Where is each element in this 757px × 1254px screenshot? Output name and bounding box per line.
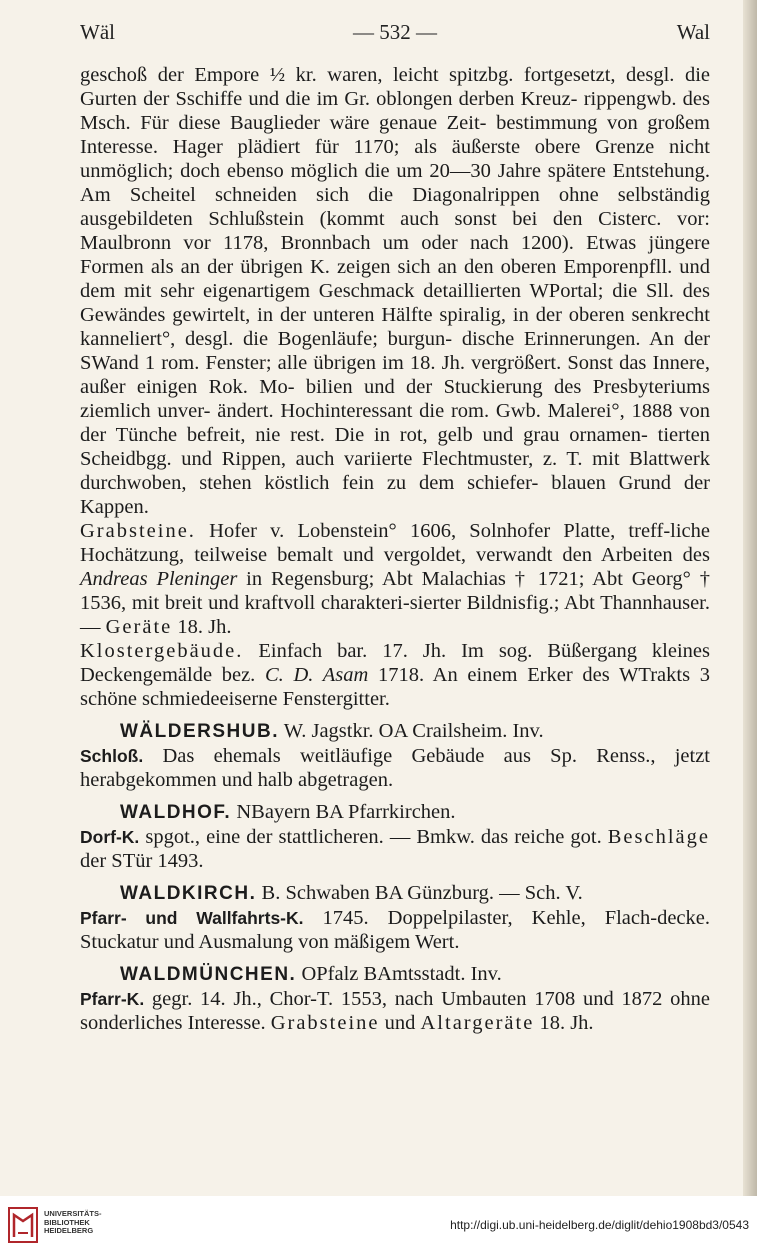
entry-heading [80,881,710,906]
page-edge [743,0,757,1196]
text-line: tierten Scheidbgg. und Rippen, auch variierte Flechtmuster, z. T. [80,424,710,470]
text-line: der übrigen K. zeigen sich an den oberen Emporenpfll. und dem [80,256,710,302]
library-logo-icon [8,1207,38,1243]
entry-body [80,987,710,1035]
section-label: Grabsteine. [80,520,196,542]
text-line: bestimmung von großem Interesse. Hager plädiert für 1170; als [80,112,710,158]
text-line: oberen senkrecht kanneliert°, desgl. die Bogenläufe; burgun- [80,304,710,350]
viewer-footer [0,1196,757,1254]
entry-text: der STür 1493. [80,850,204,872]
header-right-keyword: Wal [676,20,710,44]
running-header [80,20,710,50]
paragraph-grabsteine [80,519,710,639]
library-logo-text [44,1210,102,1236]
text-line: (kommt auch sonst bei den Cisterc. vor: Maulbronn vor 1178, [80,208,710,254]
artist-name: Andreas Pleninger [80,568,238,590]
text-line: die Gurten der Sschiffe und die im Gr. oblongen derben Kreuz- [80,64,710,110]
logo-line: BIBLIOTHEK [44,1217,90,1227]
header-left-keyword: Wäl [80,20,115,44]
text-line: Bronnbach um oder nach 1200). Etwas jüngere Formen als an [80,232,710,278]
entry-text: spgot., eine der stattlicheren. — Bmkw. das reiche got. [139,826,608,848]
text-line: mit Blattwerk durchwoben, stehen köstlich fein zu dem schiefer- [80,448,710,494]
text-line: dische Erinnerungen. An der SWand 1 rom. Fenster; alle übrigen [80,328,710,374]
text-line: im 18. Jh. vergrößert. Sonst das Innere, außer einigen Rok. Mo- [80,352,711,398]
text-line: des Gewändes gewirtelt, in der unteren Hälfte spiralig, in der [80,280,710,326]
entry-heading [80,719,710,744]
building-label: Dorf-K. [80,827,140,847]
body-text [80,63,710,1035]
place-name: WALDKIRCH. [120,883,257,904]
text-line: bilien und der Stuckierung des Presbyteriums ziemlich unver- [80,376,710,422]
entry-text: Das ehemals weitläufige Gebäude aus Sp. Renss., jetzt herabgekommen und halb abgetragen. [80,745,710,791]
place-location: OPfalz BAmtsstadt. Inv. [296,963,502,985]
entry-body [80,906,710,954]
text-line: rippengwb. des Msch. Für diese Bauglieder wäre genaue Zeit- [80,88,710,134]
text-line: äußerste obere Grenze nicht unmöglich; doch ebenso möglich die [80,136,710,182]
building-label: Schloß. [80,746,144,766]
place-name: WALDMÜNCHEN. [120,964,297,985]
text-line: blauen Grund der Kappen. [80,472,710,518]
artist-name: C. D. Asam [265,664,369,686]
entry-text: 18. Jh. [534,1012,594,1034]
entry-body [80,744,710,792]
text-line: ändert. Hochinteressant die rom. Gwb. Malerei°, 1888 von der [80,400,711,446]
text-line: die Diagonalrippen ohne selbständig ausgebildeten Schlußstein [80,184,710,230]
logo-line: UNIVERSITÄTS- [44,1209,102,1218]
paragraph-text: 18. Jh. [172,616,232,638]
entry-body [80,825,710,873]
paragraph-continuation [80,63,710,519]
entry-text: gegr. 14. Jh., Chor-T. 1553, nach Umbauten 1708 und 1872 ohne sonderliches Interesse. [80,988,710,1034]
place-name: WALDHOF. [120,802,232,823]
text-line: geschoß der Empore ½ kr. waren, leicht spitzbg. fortgesetzt, desgl. [80,64,685,86]
entry-heading [80,800,710,825]
permalink-url[interactable]: http://digi.ub.uni-heidelberg.de/diglit/dehio1908bd3/0543 [450,1218,749,1232]
section-label: Beschläge [607,826,710,848]
logo-line: HEIDELBERG [44,1226,94,1235]
entry-text: und [379,1012,421,1034]
place-location: W. Jagstkr. OA Crailsheim. Inv. [279,720,544,742]
entry-text: 1745. Doppelpilaster, Kehle, Flach-decke. Stuckatur und Ausmalung von mäßigem Wert. [80,907,711,953]
place-location: NBayern BA Pfarrkirchen. [231,801,456,823]
paragraph-klostergebaeude [80,639,710,711]
text-line: Tünche befreit, nie rest. Die in rot, gelb und grau ornamen- [115,424,658,446]
section-label: Altargeräte [420,1012,535,1034]
section-label: Grabsteine [270,1012,380,1034]
entry-heading [80,962,710,987]
paragraph-text: 1718. An einem Erker des WTrakts 3 schöne schmiedeeiserne Fenstergitter. [80,664,710,710]
text-line: um 20—30 Jahre spätere Entstehung. Am Scheitel schneiden sich [80,160,711,206]
text-line: mit sehr eigenartigem Geschmack detaillierten WPortal; die Sll. [124,280,683,302]
section-label: Klostergebäude. [80,640,244,662]
page-number: — 532 — [353,20,437,44]
building-label: Pfarr-K. [80,989,145,1009]
section-label: Geräte [105,616,173,638]
place-name: WÄLDERSHUB. [120,721,279,742]
place-location: B. Schwaben BA Günzburg. — Sch. V. [256,882,583,904]
paragraph-text: Einfach bar. 17. Jh. Im sog. Büßergang kleines Deckengemälde bez. [80,640,710,686]
building-label: Pfarr- und Wallfahrts-K. [80,908,304,928]
paragraph-text: in Regensburg; Abt Malachias † 1721; Abt Georg° † 1536, mit breit und kraftvoll charakteri-sierter Bildnisfig.; Abt Thannhauser. — [80,568,710,638]
paragraph-text: Hofer v. Lobenstein° 1606, Solnhofer Platte, treff-liche Hochätzung, teilweise bemalt und vergoldet, verwandt den Arbeiten des [80,520,710,566]
